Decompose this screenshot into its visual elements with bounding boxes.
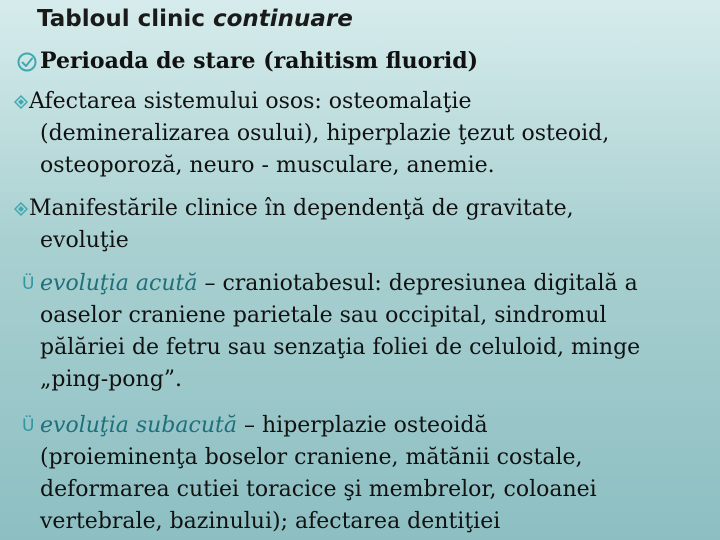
subacute-line-4: vertebrale, bazinului); afectarea dentiţiei <box>40 509 501 534</box>
subacute-text-1: – hiperplazie osteoidă <box>237 413 488 438</box>
subacute-line-2: (proieminenţa boselor craniene, mătănii costale, <box>40 445 583 470</box>
paragraph-2-line-2: evoluţie <box>40 228 129 253</box>
arrow-bullet-icon: Ü <box>22 274 35 294</box>
acute-label: evoluţia acută <box>40 271 198 296</box>
subacute-line-3: deformarea cutiei toracice şi membrelor, coloanei <box>40 477 597 502</box>
paragraph-1-text-1: Afectarea sistemului osos: osteomalaţie <box>29 89 472 114</box>
acute-line-3: pălăriei de fetru sau senzaţia foliei de celuloid, minge <box>40 335 641 360</box>
subacute-label: evoluţia subacută <box>40 413 237 438</box>
arrow-bullet-icon: Ü <box>22 416 35 436</box>
paragraph-1-line-1 <box>14 86 471 118</box>
acute-line-1 <box>40 268 638 300</box>
acute-line-2: oaselor craniene parietale sau occipital, sindromul <box>40 303 607 328</box>
check-circle-icon <box>17 52 37 72</box>
paragraph-2-text-1: Manifestările clinice în dependenţă de gravitate, <box>29 196 574 221</box>
paragraph-2-line-1 <box>14 193 574 225</box>
acute-line-4: „ping-pong”. <box>40 367 183 392</box>
paragraph-1-line-3: osteoporoză, neuro - musculare, anemie. <box>40 153 495 178</box>
slide-title-italic: continuare <box>212 6 353 32</box>
subacute-line-1 <box>40 410 488 442</box>
slide-title-main: Tabloul clinic <box>37 6 213 32</box>
diamond-bullet-icon <box>14 202 28 216</box>
diamond-bullet-icon <box>14 95 28 109</box>
slide-title <box>37 6 353 32</box>
subtitle: Perioada de stare (rahitism fluorid) <box>40 48 479 74</box>
acute-text-1: – craniotabesul: depresiunea digitală a <box>197 271 638 296</box>
paragraph-1-line-2: (demineralizarea osului), hiperplazie ţezut osteoid, <box>40 121 610 146</box>
